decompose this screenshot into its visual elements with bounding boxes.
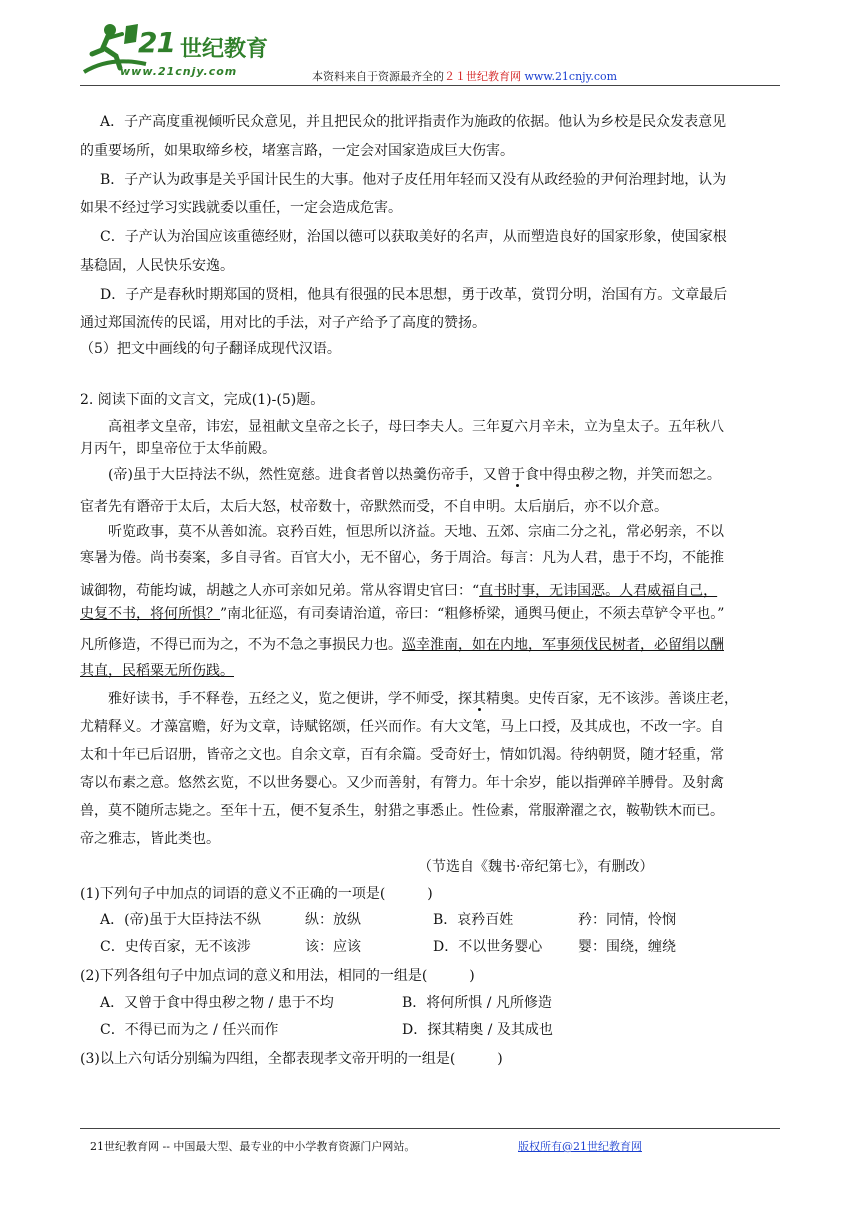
option-d-line2: 通过郑国流传的民谣，用对比的手法，对子产给予了高度的赞扬。 xyxy=(80,315,486,331)
footer-text: 21世纪教育网 -- 中国最大型、最专业的中小学教育资源门户网站。 xyxy=(90,1140,416,1153)
header-site-link[interactable]: ２１世纪教育网 xyxy=(444,70,521,83)
passage-p3-line6 xyxy=(80,662,234,680)
footer-divider xyxy=(80,1128,780,1129)
option-b-line2: 如果不经过学习实践就委以重任，一定会造成危害。 xyxy=(80,200,402,216)
question-3: (3)以上六句话分别编为四组，全都表现孝文帝开明的一组是( ) xyxy=(80,1051,503,1067)
passage-p4-line5: 兽，莫不随所志毙之。至年十五，便不复杀生，射猎之事悉止。性俭素，常服澣濯之衣，鞍勒铁木而已。 xyxy=(80,803,724,819)
passage-p1-line2: 月丙午，即皇帝位于太华前殿。 xyxy=(80,441,276,457)
question-5: （5）把文中画线的句子翻译成现代汉语。 xyxy=(80,341,341,357)
site-logo[interactable] xyxy=(80,20,300,84)
option-c-line2: 基稳固，人民快乐安逸。 xyxy=(80,258,234,274)
passage-p3-line3 xyxy=(80,582,717,600)
header-note-prefix: 本资料来自于资源最齐全的 xyxy=(312,70,444,83)
p2-text-c: 食中得虫秽之物，并笑而恕之。 xyxy=(524,467,721,483)
passage-p1-line1: 高祖孝文皇帝，讳宏，显祖献文皇帝之长子，母曰李夫人。三年夏六月辛未，立为皇太子。五年秋八 xyxy=(108,419,724,435)
logo-text: 世纪教育 xyxy=(180,37,269,62)
passage-p4-line3: 太和十年已后诏册，皆帝之文也。自余文章，百有余篇。受奇好士，情如饥渴。待纳朝贤，随才轻重，常 xyxy=(80,747,724,763)
passage-p4-line4: 寄以布素之意。悠然玄览，不以世务婴心。又少而善射，有膂力。年十余岁，能以指弹碎羊膊骨。及射禽 xyxy=(80,775,724,791)
q1-option-a: A．(帝)虽于大臣持法不纵 xyxy=(100,912,262,928)
q2-option-d: D．探其精奥 / 及其成也 xyxy=(402,1022,553,1038)
logo-url: www.21cnjy.com xyxy=(120,65,238,78)
p4-text-b: 精奥。史传百家，无不该涉。善谈庄老， xyxy=(486,691,738,707)
option-a-line2: 的重要场所，如果取缔乡校，堵塞言路，一定会对国家造成巨大伤害。 xyxy=(80,143,514,159)
underlined-sentence-2a: 巡幸淮南，如在内地，军事须伐民树者，必留绢以酬 xyxy=(402,637,724,653)
option-a-line1: A．子产高度重视倾听民众意见，并且把民众的批评指责作为施政的依据。他认为乡校是民众发表意见 xyxy=(100,114,727,130)
passage-p4-line1 xyxy=(108,690,738,708)
passage-p4-line6: 帝之雅志，皆此类也。 xyxy=(80,831,220,847)
passage-p2-line1 xyxy=(108,466,721,484)
header-url-link[interactable]: www.21cnjy.com xyxy=(524,70,618,83)
dotted-word: 其 xyxy=(472,691,486,707)
option-b-line1: B．子产认为政事是关乎国计民生的大事。他对子皮任用年轻而又没有从政经验的尹何治理封地，认为 xyxy=(100,172,727,188)
passage-p3-line5 xyxy=(80,636,724,654)
question-1: (1)下列句子中加点的词语的意义不正确的一项是( ) xyxy=(80,886,433,902)
passage-p2-line2: 宦者先有谮帝于太后，太后大怒，杖帝数十，帝默然而受，不自申明。太后崩后，亦不以介意。 xyxy=(80,499,668,515)
header-divider xyxy=(80,85,780,86)
q2-option-c: C．不得已而为之 / 任兴而作 xyxy=(100,1022,279,1038)
p3-text-a: 诚御物，苟能均诚，胡越之人亦可亲如兄弟。常从容谓史官曰：“ xyxy=(80,583,480,599)
q2-option-b: B．将何所惧 / 凡所修造 xyxy=(402,995,552,1011)
passage-p3-line4 xyxy=(80,605,724,623)
q1-option-d: D．不以世务婴心 xyxy=(433,939,543,955)
p4-text-a: 雅好读书，手不释卷，五经之义，览之便讲，学不师受，探 xyxy=(108,691,472,707)
passage-p3-line2: 寒暑为倦。尚书奏案，多自寻省。百官大小，无不留心，务于周洽。每言：凡为人君，患于不均，不能推 xyxy=(80,550,724,566)
passage-p3-line1: 听览政事，莫不从善如流。哀矜百姓，恒思所以济益。天地、五郊、宗庙二分之礼，常必躬亲，不以 xyxy=(108,524,724,540)
q1-option-d-gloss: 婴：围绕，缠绕 xyxy=(578,939,676,955)
passage-intro: 2. 阅读下面的文言文，完成(1)-(5)题。 xyxy=(80,392,325,408)
passage-source: （节选自《魏书·帝纪第七》，有删改） xyxy=(418,859,654,875)
p3-text-c: 凡所修造，不得已而为之，不为不急之事损民力也。 xyxy=(80,637,402,653)
p3-text-b: ”南北征巡，有司奏请治道，帝曰：“粗修桥梁，通舆马便止，不须去草铲令平也。” xyxy=(220,606,725,622)
q1-option-c: C．史传百家，无不该涉 xyxy=(100,939,251,955)
option-c-line1: C．子产认为治国应该重德经财，治国以德可以获取美好的名声，从而塑造良好的国家形象，使国家根 xyxy=(100,229,727,245)
footer-copyright-link[interactable]: 版权所有@21世纪教育网 xyxy=(518,1140,642,1153)
logo-number: 21 xyxy=(138,26,175,59)
question-2: (2)下列各组句子中加点词的意义和用法，相同的一组是( ) xyxy=(80,968,475,984)
p2-text-a: (帝)虽于大臣持法不纵，然性宽慈。进食者曾以热羹伤帝手，又曾 xyxy=(108,467,511,483)
q2-option-a: A．又曾于食中得虫秽之物 / 患于不均 xyxy=(100,995,334,1011)
q1-option-b-gloss: 矜：同情，怜悯 xyxy=(578,912,676,928)
q1-option-c-gloss: 该：应该 xyxy=(305,939,361,955)
dotted-word: 于 xyxy=(510,467,525,483)
underlined-sentence-2b: 其直，民稻粟无所伤践。 xyxy=(80,663,234,679)
underlined-sentence-1b: 史复不书，将何所惧？ xyxy=(80,606,220,622)
page-header xyxy=(80,20,780,84)
header-note xyxy=(312,68,617,84)
passage-p4-line2: 尤精释义。才藻富赡，好为文章，诗赋铭颂，任兴而作。有大文笔，马上口授，及其成也，不改一字。自 xyxy=(80,719,724,735)
underlined-sentence-1a: 直书时事，无讳国恶。人君威福自己， xyxy=(479,583,718,599)
q1-option-a-gloss: 纵：放纵 xyxy=(305,912,361,928)
q1-option-b: B．哀矜百姓 xyxy=(433,912,514,928)
option-d-line1: D．子产是春秋时期郑国的贤相，他具有很强的民本思想，勇于改革，赏罚分明，治国有方。文章最后 xyxy=(100,287,728,303)
